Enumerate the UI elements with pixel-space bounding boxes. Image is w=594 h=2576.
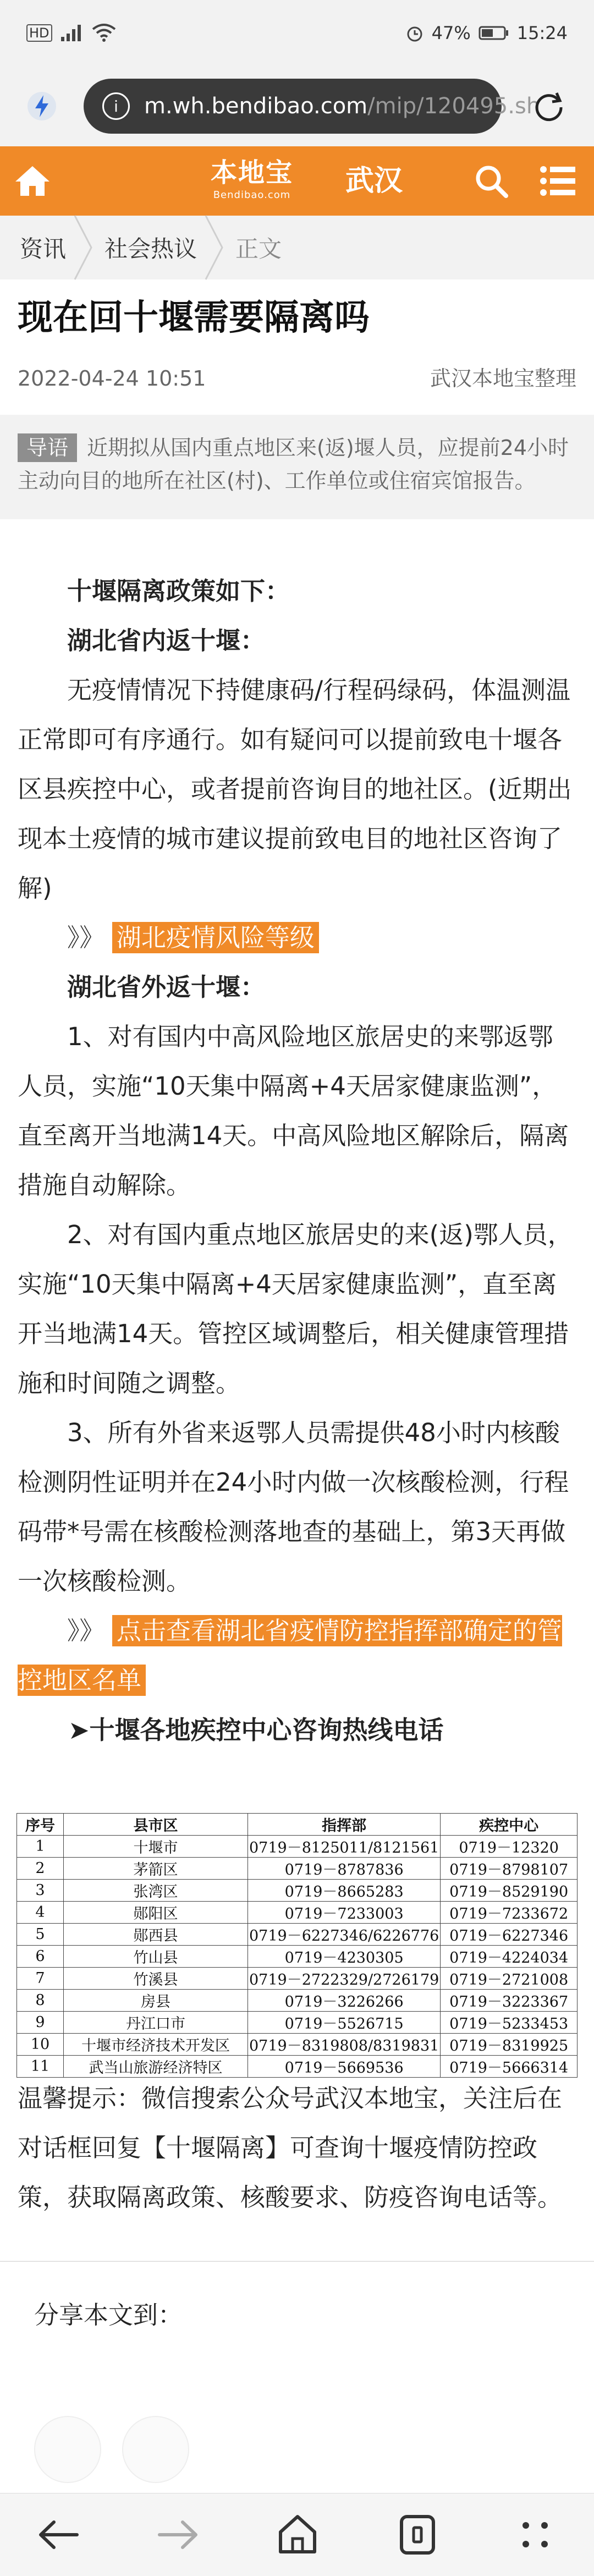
table-header: 指挥部 bbox=[248, 1814, 441, 1836]
address-bar[interactable] bbox=[84, 79, 541, 134]
table-cell: 十堰市经济技术开发区 bbox=[64, 2034, 248, 2056]
table-row bbox=[17, 1924, 578, 1946]
table-cell: 0719－4224034 bbox=[441, 1946, 578, 1968]
paragraph-3: 3、所有外省来返鄂人员需提供48小时内核酸检测阴性证明并在24小时内做一次核酸检测，行程码带*号需在核酸检测落地查的基础上，第3天再做一次核酸检测。 bbox=[18, 1418, 569, 1596]
table-header: 县市区 bbox=[64, 1814, 248, 1836]
alarm-icon bbox=[405, 24, 424, 42]
table-row bbox=[17, 1858, 578, 1880]
table-cell: 张湾区 bbox=[64, 1880, 248, 1902]
control-link-line bbox=[18, 1606, 576, 1705]
search-icon[interactable] bbox=[473, 163, 509, 199]
table-cell: 0719－12320 bbox=[441, 1836, 578, 1858]
share-button[interactable] bbox=[34, 2416, 101, 2483]
table-cell: 0719－3226266 bbox=[248, 1990, 441, 2012]
table-cell: 丹江口市 bbox=[64, 2012, 248, 2034]
city-switch[interactable]: 武汉 bbox=[345, 164, 403, 197]
share-label: 分享本文到： bbox=[34, 2300, 183, 2330]
clock: 15:24 bbox=[516, 23, 568, 43]
logo-text: 本地宝 bbox=[210, 157, 293, 188]
info-icon[interactable]: i bbox=[102, 92, 130, 120]
table-cell: 10 bbox=[17, 2034, 64, 2056]
table-row bbox=[17, 2012, 578, 2034]
table-cell: 0719－8529190 bbox=[441, 1880, 578, 1902]
table-cell: 0719－3223367 bbox=[441, 1990, 578, 2012]
browser-nav-bar bbox=[0, 2493, 594, 2576]
paragraph-in-province: 无疫情情况下持健康码/行程码绿码，体温测温正常即可有序通行。如有疑问可以提前致电十堰各区县疾控中心，或者提前咨询目的地社区。(近期出现本土疫情的城市建议提前致电目的地社区咨询了解) bbox=[18, 675, 572, 903]
share-section bbox=[0, 2261, 594, 2493]
tip-paragraph: 温馨提示：微信搜索公众号武汉本地宝，关注后在对话框回复【十堰隔离】可查询十堰疫情防控政策，获取隔离政策、核酸要求、防疫咨询电话等。 bbox=[18, 2084, 563, 2212]
table-row bbox=[17, 1990, 578, 2012]
table-header: 疾控中心 bbox=[441, 1814, 578, 1836]
breadcrumb-separator-icon bbox=[74, 216, 92, 279]
arrows: 》》 bbox=[67, 1616, 105, 1645]
table-cell: 0719－2722329/2726179 bbox=[248, 1968, 441, 1990]
heading-policy: 十堰隔离政策如下： bbox=[67, 576, 290, 606]
menu-icon[interactable] bbox=[539, 163, 578, 199]
table-cell: 十堰市 bbox=[64, 1836, 248, 1858]
article-date: 2022-04-24 10:51 bbox=[18, 366, 206, 391]
site-header bbox=[0, 146, 594, 216]
table-cell: 9 bbox=[17, 2012, 64, 2034]
risk-link-line bbox=[18, 913, 576, 963]
table-header: 序号 bbox=[17, 1814, 64, 1836]
table-cell: 房县 bbox=[64, 1990, 248, 2012]
breadcrumb-item-social[interactable]: 社会热议 bbox=[105, 235, 197, 262]
table-body bbox=[17, 1836, 578, 2078]
risk-level-link[interactable]: 湖北疫情风险等级 bbox=[112, 922, 319, 953]
table-cell: 竹溪县 bbox=[64, 1968, 248, 1990]
url-path: /mip/120495.sh bbox=[367, 94, 541, 119]
battery-icon bbox=[479, 25, 509, 41]
table-cell: 7 bbox=[17, 1968, 64, 1990]
table-row bbox=[17, 1902, 578, 1924]
back-arrow-icon[interactable] bbox=[34, 2510, 84, 2559]
paragraph-2: 2、对有国内重点地区旅居史的来(返)鄂人员，实施“10天集中隔离+4天居家健康监测”，直至离开当地满14天。管控区域调整后，相关健康管理措施和时间随之调整。 bbox=[18, 1220, 573, 1398]
control-area-link[interactable]: 点击查看湖北省疫情防控指挥部确定的管控地区名单 bbox=[18, 1616, 562, 1695]
status-bar bbox=[0, 0, 594, 66]
hd-signal-icon: HD bbox=[26, 24, 52, 42]
table-cell: 0719－7233672 bbox=[441, 1902, 578, 1924]
table-cell: 0719－2721008 bbox=[441, 1968, 578, 1990]
breadcrumb bbox=[0, 216, 594, 279]
logo-subtext: Bendibao.com bbox=[213, 189, 291, 201]
article-lead bbox=[0, 415, 594, 519]
article-content bbox=[18, 567, 576, 1755]
tabs-icon[interactable] bbox=[393, 2510, 442, 2559]
table-cell: 0719－4230305 bbox=[248, 1946, 441, 1968]
home-nav-icon[interactable] bbox=[273, 2510, 322, 2559]
breadcrumb-item-current: 正文 bbox=[235, 235, 282, 262]
table-row bbox=[17, 2034, 578, 2056]
table-cell: 0719－8319925 bbox=[441, 2034, 578, 2056]
table-cell: 3 bbox=[17, 1880, 64, 1902]
table-cell: 郧阳区 bbox=[64, 1902, 248, 1924]
table-cell: 茅箭区 bbox=[64, 1858, 248, 1880]
home-icon[interactable] bbox=[13, 162, 52, 200]
breadcrumb-separator-icon bbox=[205, 216, 223, 279]
table-header-row bbox=[17, 1814, 578, 1836]
battery-percent: 47% bbox=[431, 23, 471, 43]
table-cell: 4 bbox=[17, 1902, 64, 1924]
table-cell: 武当山旅游经济特区 bbox=[64, 2056, 248, 2078]
table-cell: 0719－8319808/8319831 bbox=[248, 2034, 441, 2056]
heading-hotline: ➤十堰各地疾控中心咨询热线电话 bbox=[68, 1715, 444, 1745]
table-row bbox=[17, 1968, 578, 1990]
lead-tag: 导语 bbox=[18, 433, 77, 462]
hotline-table bbox=[16, 1813, 578, 2078]
table-cell: 0719－8798107 bbox=[441, 1858, 578, 1880]
table-cell: 0719－6227346 bbox=[441, 1924, 578, 1946]
hotline-table-wrap bbox=[16, 1813, 578, 2078]
article-title: 现在回十堰需要隔离吗 bbox=[18, 298, 370, 338]
table-cell: 5 bbox=[17, 1924, 64, 1946]
arrows: 》》 bbox=[67, 923, 105, 952]
table-cell: 2 bbox=[17, 1858, 64, 1880]
lead-text: 近期拟从国内重点地区来(返)堰人员，应提前24小时主动向目的地所在社区(村)、工作单位或住宿宾馆报告。 bbox=[18, 436, 569, 493]
table-cell: 0719－8125011/8121561 bbox=[248, 1836, 441, 1858]
table-cell: 郧西县 bbox=[64, 1924, 248, 1946]
table-cell: 0719－7233003 bbox=[248, 1902, 441, 1924]
forward-arrow-icon[interactable] bbox=[153, 2510, 202, 2559]
table-row bbox=[17, 1836, 578, 1858]
table-cell: 8 bbox=[17, 1990, 64, 2012]
status-left bbox=[26, 24, 116, 42]
table-cell: 0719－5669536 bbox=[248, 2056, 441, 2078]
table-cell: 6 bbox=[17, 1946, 64, 1968]
table-cell: 竹山县 bbox=[64, 1946, 248, 1968]
lightning-icon[interactable] bbox=[14, 79, 69, 134]
more-menu-icon[interactable] bbox=[510, 2510, 560, 2559]
table-row bbox=[17, 1880, 578, 1902]
heading-in-province: 湖北省内返十堰： bbox=[67, 626, 266, 655]
wifi-icon bbox=[92, 24, 116, 42]
4g-signal-icon bbox=[60, 24, 84, 42]
share-button[interactable] bbox=[122, 2416, 189, 2483]
url-domain: m.wh.bendibao.com bbox=[144, 94, 368, 119]
table-row bbox=[17, 1946, 578, 1968]
article-source: 武汉本地宝整理 bbox=[430, 366, 576, 391]
breadcrumb-item-news[interactable]: 资讯 bbox=[20, 235, 67, 262]
paragraph-1: 1、对有国内中高风险地区旅居史的来鄂返鄂人员，实施“10天集中隔离+4天居家健康监测”，直至离开当地满14天。中高风险地区解除后，隔离措施自动解除。 bbox=[18, 1022, 569, 1200]
heading-out-province: 湖北省外返十堰： bbox=[67, 973, 266, 1002]
table-cell: 0719－5666314 bbox=[441, 2056, 578, 2078]
table-cell: 1 bbox=[17, 1836, 64, 1858]
article-meta bbox=[18, 363, 576, 394]
browser-bar bbox=[0, 66, 594, 146]
table-cell: 11 bbox=[17, 2056, 64, 2078]
table-cell: 0719－5526715 bbox=[248, 2012, 441, 2034]
reload-icon[interactable] bbox=[521, 79, 576, 134]
table-cell: 0719－6227346/6226776 bbox=[248, 1924, 441, 1946]
status-right bbox=[405, 23, 568, 43]
site-logo[interactable] bbox=[198, 156, 306, 206]
table-cell: 0719－8787836 bbox=[248, 1858, 441, 1880]
table-cell: 0719－8665283 bbox=[248, 1880, 441, 1902]
table-cell: 0719－5233453 bbox=[441, 2012, 578, 2034]
